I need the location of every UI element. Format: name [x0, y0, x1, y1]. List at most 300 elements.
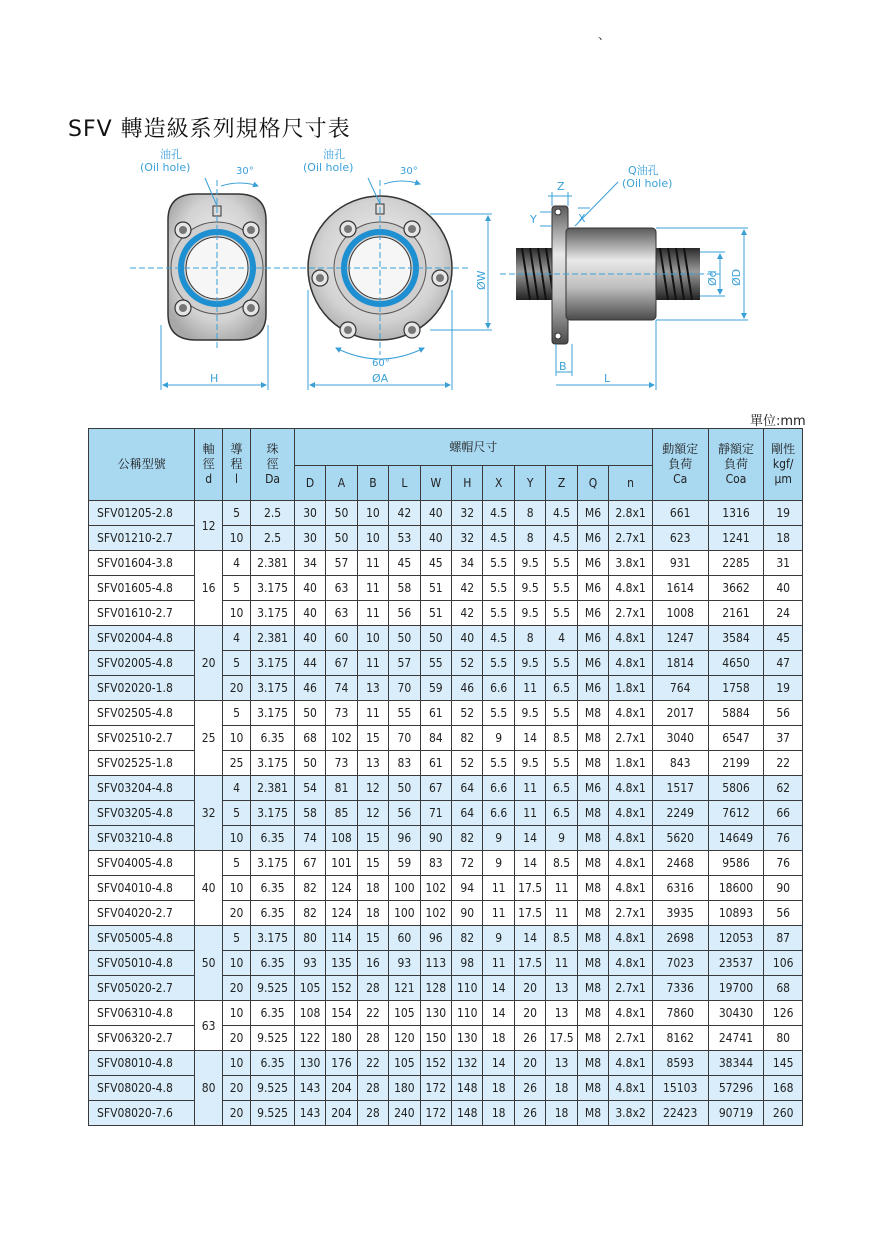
table-cell: 12 [357, 776, 388, 801]
table-cell: 59 [420, 676, 451, 701]
table-cell: 6.6 [483, 801, 514, 826]
table-cell: 145 [764, 1051, 803, 1076]
table-cell: 11 [357, 651, 388, 676]
oil-hole-label-cn-2: 油孔 [323, 148, 345, 161]
model-cell: SFV02020-1.8 [89, 676, 195, 701]
table-cell: 9 [483, 726, 514, 751]
table-cell: 57 [326, 551, 357, 576]
table-cell: 26 [514, 1076, 545, 1101]
table-cell: 661 [652, 501, 708, 526]
table-cell: 58 [294, 801, 325, 826]
shaft-dia-cell: 16 [195, 551, 222, 626]
header-dim-x: X [483, 466, 514, 501]
table-cell: 10 [222, 601, 250, 626]
dim-W-label: ØW [475, 270, 488, 290]
table-cell: 54 [294, 776, 325, 801]
table-cell: 15 [357, 851, 388, 876]
table-cell: 40 [420, 501, 451, 526]
shaft-dia-cell: 80 [195, 1051, 222, 1126]
table-cell: 20 [514, 1001, 545, 1026]
table-cell: 102 [420, 876, 451, 901]
table-cell: 8 [514, 501, 545, 526]
table-cell: 82 [294, 901, 325, 926]
table-cell: 128 [420, 976, 451, 1001]
table-cell: 11 [357, 701, 388, 726]
table-cell: 2.7x1 [609, 526, 653, 551]
table-cell: 61 [420, 701, 451, 726]
table-cell: 52 [452, 751, 483, 776]
table-cell: 18 [357, 876, 388, 901]
table-cell: 168 [764, 1076, 803, 1101]
table-cell: 8 [514, 626, 545, 651]
table-cell: 8.5 [546, 926, 577, 951]
table-cell: 18 [483, 1026, 514, 1051]
table-cell: 50 [326, 526, 357, 551]
table-cell: 9586 [708, 851, 764, 876]
model-cell: SFV05020-2.7 [89, 976, 195, 1001]
table-cell: 180 [326, 1026, 357, 1051]
dim-B-label: B [559, 360, 567, 373]
table-cell: 82 [452, 826, 483, 851]
table-cell: 18 [357, 901, 388, 926]
table-cell: 2285 [708, 551, 764, 576]
table-cell: 24741 [708, 1026, 764, 1051]
nut-drawing [0, 140, 874, 400]
table-cell: 9.5 [514, 551, 545, 576]
table-row [89, 926, 803, 951]
table-cell: 3.8x1 [609, 551, 653, 576]
table-cell: 83 [389, 751, 420, 776]
table-cell: 8593 [652, 1051, 708, 1076]
table-cell: 2468 [652, 851, 708, 876]
table-cell: 2.7x1 [609, 1026, 653, 1051]
table-cell: 9.5 [514, 751, 545, 776]
table-cell: 68 [294, 726, 325, 751]
table-cell: 126 [764, 1001, 803, 1026]
table-cell: 58 [389, 576, 420, 601]
table-cell: 5.5 [483, 701, 514, 726]
corner-mark: 、 [598, 28, 611, 42]
header-dim-w: W [420, 466, 451, 501]
table-cell: 135 [326, 951, 357, 976]
table-cell: M6 [577, 601, 608, 626]
table-cell: 15 [357, 926, 388, 951]
table-cell: 34 [452, 551, 483, 576]
table-cell: 42 [452, 601, 483, 626]
table-cell: 4.8x1 [609, 851, 653, 876]
table-cell: 85 [326, 801, 357, 826]
table-cell: 11 [514, 776, 545, 801]
table-cell: 3.175 [251, 676, 295, 701]
table-cell: M8 [577, 751, 608, 776]
table-cell: 72 [452, 851, 483, 876]
model-cell: SFV03204-4.8 [89, 776, 195, 801]
model-cell: SFV08020-7.6 [89, 1101, 195, 1126]
header-dim-d: D [294, 466, 325, 501]
table-cell: 9.5 [514, 651, 545, 676]
table-cell: 11 [357, 601, 388, 626]
table-cell: 4650 [708, 651, 764, 676]
shaft-dia-cell: 40 [195, 851, 222, 926]
table-cell: 22 [357, 1001, 388, 1026]
table-cell: 10 [222, 1001, 250, 1026]
table-cell: 5.5 [483, 601, 514, 626]
table-cell: 4.5 [546, 501, 577, 526]
table-cell: 11 [357, 576, 388, 601]
table-cell: 9 [483, 826, 514, 851]
table-cell: 96 [420, 926, 451, 951]
table-cell: 15103 [652, 1076, 708, 1101]
dim-Z-label: Z [557, 180, 565, 193]
table-cell: 2.381 [251, 626, 295, 651]
oil-hole-label-cn: 油孔 [160, 148, 182, 161]
table-cell: 68 [764, 976, 803, 1001]
table-cell: 50 [326, 501, 357, 526]
table-cell: 44 [294, 651, 325, 676]
model-cell: SFV04010-4.8 [89, 876, 195, 901]
table-cell: 4 [222, 626, 250, 651]
header-nut-dims: 螺帽尺寸 [294, 429, 652, 466]
table-row [89, 851, 803, 876]
table-row [89, 626, 803, 651]
table-cell: 50 [294, 701, 325, 726]
table-cell: 2.7x1 [609, 901, 653, 926]
table-cell: 90719 [708, 1101, 764, 1126]
table-cell: 5620 [652, 826, 708, 851]
table-cell: 11 [546, 951, 577, 976]
model-cell: SFV06320-2.7 [89, 1026, 195, 1051]
table-cell: 6.5 [546, 776, 577, 801]
table-cell: 20 [222, 1101, 250, 1126]
table-cell: 4.8x1 [609, 1001, 653, 1026]
table-cell: 11 [546, 901, 577, 926]
table-cell: 5.5 [546, 601, 577, 626]
model-cell: SFV04005-4.8 [89, 851, 195, 876]
table-cell: 1517 [652, 776, 708, 801]
table-cell: 31 [764, 551, 803, 576]
table-cell: 5.5 [546, 576, 577, 601]
header-dim-a: A [326, 466, 357, 501]
table-cell: 113 [420, 951, 451, 976]
table-cell: M8 [577, 1051, 608, 1076]
table-row [89, 1051, 803, 1076]
table-cell: M8 [577, 951, 608, 976]
table-cell: 18600 [708, 876, 764, 901]
table-cell: 108 [294, 1001, 325, 1026]
table-cell: 5884 [708, 701, 764, 726]
table-cell: M6 [577, 576, 608, 601]
table-cell: 7023 [652, 951, 708, 976]
table-cell: 4.5 [483, 626, 514, 651]
table-cell: 20 [222, 1026, 250, 1051]
table-cell: 70 [389, 726, 420, 751]
table-cell: 64 [452, 776, 483, 801]
table-cell: 50 [420, 626, 451, 651]
shaft-dia-cell: 32 [195, 776, 222, 851]
table-cell: 15 [357, 726, 388, 751]
model-cell: SFV01210-2.7 [89, 526, 195, 551]
table-cell: M8 [577, 876, 608, 901]
table-cell: 4.8x1 [609, 626, 653, 651]
table-cell: 26 [514, 1101, 545, 1126]
table-cell: 6547 [708, 726, 764, 751]
header-ball-dia: 珠 徑 Da [251, 429, 295, 501]
table-cell: 11 [514, 676, 545, 701]
table-cell: 6.6 [483, 776, 514, 801]
table-cell: 98 [452, 951, 483, 976]
model-cell: SFV08020-4.8 [89, 1076, 195, 1101]
table-cell: 11 [483, 951, 514, 976]
dim-d-label: Ød [706, 270, 719, 286]
table-cell: 2199 [708, 751, 764, 776]
table-cell: 40 [294, 626, 325, 651]
table-cell: 1814 [652, 651, 708, 676]
table-cell: 11 [514, 801, 545, 826]
table-cell: 46 [452, 676, 483, 701]
table-cell: M8 [577, 1001, 608, 1026]
table-cell: 14 [483, 976, 514, 1001]
table-cell: 17.5 [514, 951, 545, 976]
table-cell: 120 [389, 1026, 420, 1051]
table-cell: M6 [577, 501, 608, 526]
table-cell: 1758 [708, 676, 764, 701]
table-cell: 6.35 [251, 1001, 295, 1026]
table-cell: 30430 [708, 1001, 764, 1026]
table-cell: 143 [294, 1076, 325, 1101]
table-cell: 93 [294, 951, 325, 976]
table-cell: 4 [222, 776, 250, 801]
angle-30-label: 30° [236, 166, 254, 177]
table-cell: 50 [294, 751, 325, 776]
table-cell: 843 [652, 751, 708, 776]
table-cell: 93 [389, 951, 420, 976]
table-cell: 76 [764, 826, 803, 851]
oil-hole-label-en-2: (Oil hole) [303, 161, 354, 174]
header-dim-h: H [452, 466, 483, 501]
table-cell: 7860 [652, 1001, 708, 1026]
table-cell: 76 [764, 851, 803, 876]
table-cell: 240 [389, 1101, 420, 1126]
table-cell: 100 [389, 901, 420, 926]
table-cell: M6 [577, 776, 608, 801]
table-cell: 5 [222, 851, 250, 876]
table-cell: 17.5 [514, 901, 545, 926]
table-cell: 110 [452, 976, 483, 1001]
table-cell: 6.35 [251, 951, 295, 976]
q-oil-hole-label-cn: Q油孔 [628, 164, 659, 177]
table-cell: 3662 [708, 576, 764, 601]
table-cell: 5.5 [546, 651, 577, 676]
oil-hole-label-en: (Oil hole) [140, 161, 191, 174]
table-cell: 5.5 [483, 651, 514, 676]
table-cell: 5.5 [546, 701, 577, 726]
table-cell: 3.175 [251, 651, 295, 676]
table-cell: M6 [577, 626, 608, 651]
dim-H-label: H [210, 372, 219, 385]
page-title: SFV 轉造級系列規格尺寸表 [68, 117, 351, 142]
table-cell: 3935 [652, 901, 708, 926]
table-cell: M6 [577, 526, 608, 551]
table-cell: 121 [389, 976, 420, 1001]
table-cell: 13 [357, 751, 388, 776]
table-cell: 152 [420, 1051, 451, 1076]
table-cell: 90 [420, 826, 451, 851]
table-cell: 4 [222, 551, 250, 576]
table-cell: 5.5 [546, 551, 577, 576]
table-cell: 14 [514, 726, 545, 751]
header-lead: 導 程 l [222, 429, 250, 501]
table-cell: 4.8x1 [609, 826, 653, 851]
table-cell: 152 [326, 976, 357, 1001]
table-cell: 82 [452, 926, 483, 951]
table-cell: 40 [452, 626, 483, 651]
table-cell: 19 [764, 676, 803, 701]
table-cell: 96 [389, 826, 420, 851]
table-cell: 30 [294, 526, 325, 551]
table-cell: 4.8x1 [609, 776, 653, 801]
table-cell: 1008 [652, 601, 708, 626]
table-cell: 100 [389, 876, 420, 901]
table-cell: 2698 [652, 926, 708, 951]
table-cell: 18 [764, 526, 803, 551]
dim-A-label: ØA [372, 372, 389, 385]
table-cell: 32 [452, 501, 483, 526]
table-cell: 204 [326, 1076, 357, 1101]
table-cell: 61 [420, 751, 451, 776]
table-cell: 2.5 [251, 526, 295, 551]
table-cell: 71 [420, 801, 451, 826]
table-cell: 57 [389, 651, 420, 676]
table-cell: 3.175 [251, 601, 295, 626]
angle-30-label-2: 30° [400, 166, 418, 177]
table-cell: 2.7x1 [609, 601, 653, 626]
table-cell: M8 [577, 976, 608, 1001]
table-cell: 9 [546, 826, 577, 851]
table-cell: 6316 [652, 876, 708, 901]
table-cell: 150 [420, 1026, 451, 1051]
table-cell: 13 [546, 1001, 577, 1026]
table-cell: M8 [577, 901, 608, 926]
table-cell: 4.5 [546, 526, 577, 551]
nut-front-view-cut [130, 178, 300, 390]
table-cell: 74 [294, 826, 325, 851]
table-cell: 22 [357, 1051, 388, 1076]
table-cell: 1.8x1 [609, 676, 653, 701]
table-cell: 20 [222, 1076, 250, 1101]
table-cell: 25 [222, 751, 250, 776]
table-cell: 16 [357, 951, 388, 976]
table-cell: 60 [389, 926, 420, 951]
table-cell: 20 [514, 1051, 545, 1076]
table-cell: 105 [389, 1001, 420, 1026]
table-cell: 101 [326, 851, 357, 876]
table-cell: M8 [577, 926, 608, 951]
table-cell: 5.5 [483, 751, 514, 776]
table-cell: 122 [294, 1026, 325, 1051]
table-cell: 105 [389, 1051, 420, 1076]
model-cell: SFV03205-4.8 [89, 801, 195, 826]
spec-table [88, 428, 803, 1126]
table-cell: 9.525 [251, 976, 295, 1001]
table-cell: 4.5 [483, 526, 514, 551]
table-cell: 13 [357, 676, 388, 701]
table-cell: 4.8x1 [609, 801, 653, 826]
table-cell: 3.175 [251, 576, 295, 601]
table-cell: 45 [420, 551, 451, 576]
table-cell: 3584 [708, 626, 764, 651]
table-cell: 154 [326, 1001, 357, 1026]
table-row [89, 551, 803, 576]
table-cell: 63 [326, 601, 357, 626]
table-cell: 94 [452, 876, 483, 901]
table-cell: 4.8x1 [609, 876, 653, 901]
table-cell: 17.5 [546, 1026, 577, 1051]
table-cell: M8 [577, 701, 608, 726]
table-cell: 6.35 [251, 876, 295, 901]
table-cell: 10 [222, 726, 250, 751]
shaft-dia-cell: 20 [195, 626, 222, 701]
table-cell: 28 [357, 1026, 388, 1051]
table-cell: 2.8x1 [609, 501, 653, 526]
table-cell: 5 [222, 801, 250, 826]
table-cell: 83 [420, 851, 451, 876]
table-cell: 42 [452, 576, 483, 601]
shaft-dia-cell: 50 [195, 926, 222, 1001]
table-cell: 59 [389, 851, 420, 876]
header-dim-y: Y [514, 466, 545, 501]
table-cell: 38344 [708, 1051, 764, 1076]
table-cell: 67 [294, 851, 325, 876]
model-cell: SFV06310-4.8 [89, 1001, 195, 1026]
table-cell: 4.8x1 [609, 576, 653, 601]
table-cell: 2.7x1 [609, 726, 653, 751]
table-cell: 5 [222, 501, 250, 526]
table-cell: 5 [222, 576, 250, 601]
table-cell: 102 [326, 726, 357, 751]
model-cell: SFV02505-4.8 [89, 701, 195, 726]
table-cell: 3.175 [251, 801, 295, 826]
table-cell: 18 [483, 1101, 514, 1126]
table-cell: 46 [294, 676, 325, 701]
table-cell: 4 [546, 626, 577, 651]
table-cell: 108 [326, 826, 357, 851]
table-cell: 13 [546, 976, 577, 1001]
table-cell: 64 [452, 801, 483, 826]
table-cell: 84 [420, 726, 451, 751]
table-cell: 28 [357, 1076, 388, 1101]
angle-60-label: 60° [372, 358, 390, 369]
table-cell: 80 [764, 1026, 803, 1051]
table-cell: M8 [577, 726, 608, 751]
table-cell: 8.5 [546, 851, 577, 876]
table-cell: 1.8x1 [609, 751, 653, 776]
table-cell: 3.8x2 [609, 1101, 653, 1126]
dim-L-label: L [604, 372, 611, 385]
table-cell: 2249 [652, 801, 708, 826]
header-dim-l: L [389, 466, 420, 501]
table-cell: 9.525 [251, 1076, 295, 1101]
table-cell: 14 [483, 1001, 514, 1026]
table-cell: 63 [326, 576, 357, 601]
table-cell: 764 [652, 676, 708, 701]
table-cell: 5806 [708, 776, 764, 801]
model-cell: SFV05010-4.8 [89, 951, 195, 976]
table-cell: 53 [389, 526, 420, 551]
table-cell: 7612 [708, 801, 764, 826]
table-cell: 6.5 [546, 801, 577, 826]
table-cell: 9 [483, 926, 514, 951]
dim-X-label: X [578, 212, 586, 225]
